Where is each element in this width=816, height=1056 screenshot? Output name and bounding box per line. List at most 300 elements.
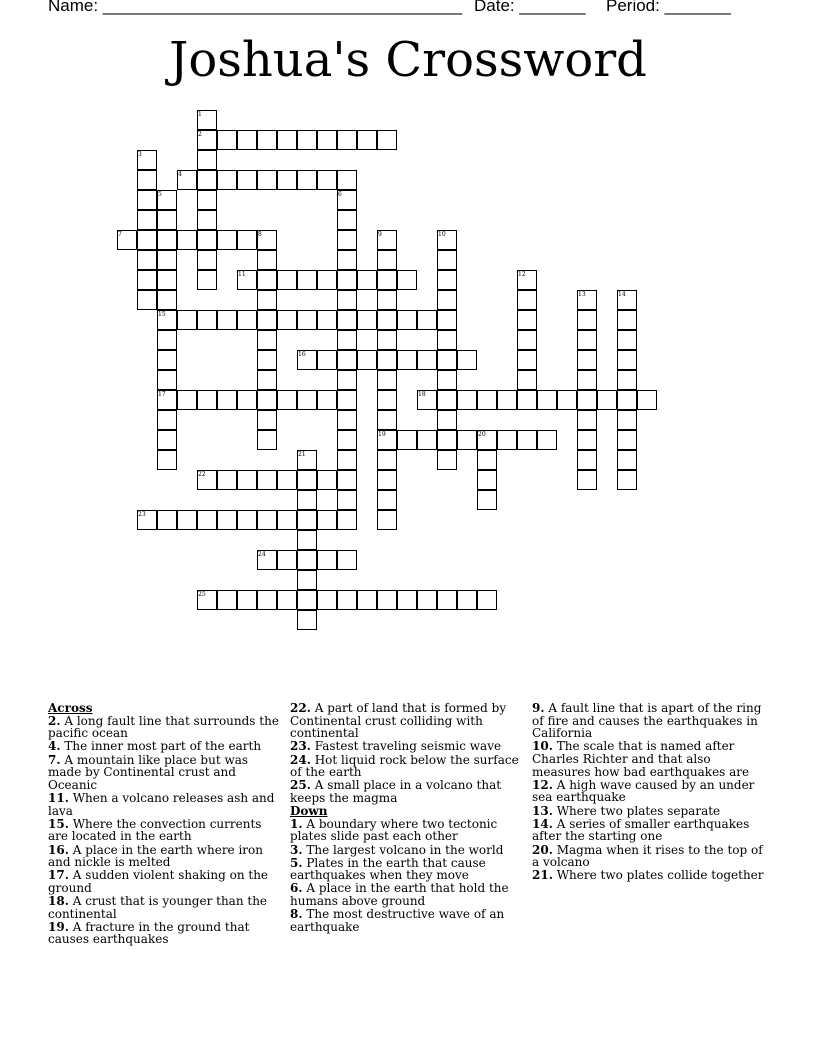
clue-item-text: Where the convection currents are located in the earth [48, 816, 262, 844]
grid-cell[interactable] [377, 370, 397, 390]
grid-cell[interactable] [297, 550, 317, 570]
name-field-label: Name: ______________________________________ [48, 0, 463, 15]
clue-item-number: 21. [532, 868, 553, 883]
grid-cell[interactable] [197, 150, 217, 170]
grid-cell[interactable] [457, 390, 477, 410]
grid-cell[interactable] [217, 390, 237, 410]
clue-item-number: 3. [290, 842, 303, 857]
clue-number: 19 [378, 431, 386, 438]
clue-item-number: 19. [48, 919, 69, 934]
grid-cell[interactable] [237, 510, 257, 530]
grid-cell[interactable] [257, 250, 277, 270]
grid-cell[interactable] [317, 470, 337, 490]
grid-cell[interactable] [337, 490, 357, 510]
grid-cell[interactable] [357, 590, 377, 610]
grid-cell[interactable] [277, 310, 297, 330]
clue-item-text: The scale that is named after Charles Richter and that also measures how bad earthquakes are [532, 739, 750, 779]
clue-column-1 [48, 702, 280, 947]
clue-number: 25 [198, 591, 206, 598]
grid-cell[interactable] [177, 510, 197, 530]
grid-cell[interactable] [477, 390, 497, 410]
grid-cell[interactable] [617, 330, 637, 350]
grid-cell[interactable] [337, 290, 357, 310]
clue-item [290, 779, 522, 804]
grid-cell[interactable] [157, 430, 177, 450]
clue-item-text: A mountain like place but was made by Continental crust and Oceanic [48, 752, 249, 792]
grid-cell[interactable] [337, 390, 357, 410]
clue-item [532, 779, 764, 804]
grid-cell[interactable] [577, 430, 597, 450]
grid-cell[interactable] [257, 290, 277, 310]
grid-cell[interactable] [197, 190, 217, 210]
grid-cell[interactable] [397, 430, 417, 450]
grid-cell[interactable] [417, 590, 437, 610]
grid-cell[interactable] [237, 230, 257, 250]
grid-cell[interactable] [297, 270, 317, 290]
clue-item [290, 882, 522, 907]
clue-item [48, 844, 280, 869]
clue-number: 22 [198, 471, 206, 478]
clue-item-number: 20. [532, 842, 553, 857]
clue-item-number: 25. [290, 778, 311, 793]
clue-item-text: A fault line that is apart of the ring of fire and causes the earthquakes in California [532, 701, 762, 741]
grid-cell[interactable] [517, 290, 537, 310]
grid-cell[interactable] [157, 210, 177, 230]
grid-cell[interactable] [277, 170, 297, 190]
grid-cell[interactable] [257, 270, 277, 290]
grid-cell[interactable] [397, 350, 417, 370]
clue-item-number: 8. [290, 907, 303, 922]
grid-cell[interactable] [337, 510, 357, 530]
grid-cell[interactable] [297, 610, 317, 630]
grid-cell[interactable] [417, 350, 437, 370]
grid-cell[interactable] [617, 390, 637, 410]
grid-cell[interactable] [577, 410, 597, 430]
clue-number: 11 [238, 271, 246, 278]
grid-cell[interactable] [257, 330, 277, 350]
clue-number: 3 [138, 151, 142, 158]
clue-number: 1 [198, 111, 202, 118]
clue-item [48, 869, 280, 894]
grid-cell[interactable] [377, 250, 397, 270]
grid-cell[interactable] [297, 530, 317, 550]
clue-item-number: 22. [290, 701, 311, 715]
grid-cell[interactable] [337, 130, 357, 150]
grid-cell[interactable] [437, 290, 457, 310]
clue-item-number: 17. [48, 868, 69, 883]
grid-cell[interactable] [437, 590, 457, 610]
grid-cell[interactable] [337, 350, 357, 370]
grid-cell[interactable] [377, 410, 397, 430]
clue-section-heading: Down [290, 804, 328, 819]
grid-cell[interactable] [157, 230, 177, 250]
clue-item-number: 11. [48, 790, 69, 805]
grid-cell[interactable] [317, 510, 337, 530]
grid-cell[interactable] [337, 310, 357, 330]
clue-number: 4 [178, 171, 182, 178]
grid-cell[interactable] [137, 250, 157, 270]
grid-cell[interactable] [517, 430, 537, 450]
clue-item-text: A long fault line that surrounds the pacific ocean [48, 713, 279, 741]
grid-cell[interactable] [277, 590, 297, 610]
grid-cell[interactable] [197, 210, 217, 230]
clue-item [48, 921, 280, 946]
grid-cell[interactable] [477, 450, 497, 470]
grid-cell[interactable] [437, 430, 457, 450]
clue-number: 16 [298, 351, 306, 358]
grid-cell[interactable] [477, 590, 497, 610]
clue-item-text: When a volcano releases ash and lava [48, 790, 275, 818]
grid-cell[interactable] [157, 370, 177, 390]
grid-cell[interactable] [337, 430, 357, 450]
grid-cell[interactable] [457, 430, 477, 450]
grid-cell[interactable] [217, 170, 237, 190]
grid-cell[interactable] [317, 310, 337, 330]
grid-cell[interactable] [257, 430, 277, 450]
grid-cell[interactable] [517, 390, 537, 410]
grid-cell[interactable] [197, 230, 217, 250]
clue-item [48, 895, 280, 920]
clue-item-number: 1. [290, 816, 303, 831]
grid-cell[interactable] [597, 390, 617, 410]
grid-cell[interactable] [377, 590, 397, 610]
grid-cell[interactable] [457, 350, 477, 370]
grid-cell[interactable] [317, 550, 337, 570]
grid-cell[interactable] [537, 390, 557, 410]
grid-cell[interactable] [337, 470, 357, 490]
clue-item-text: The inner most part of the earth [64, 739, 262, 754]
clue-number: 7 [118, 231, 122, 238]
grid-cell[interactable] [357, 270, 377, 290]
grid-cell[interactable] [577, 470, 597, 490]
grid-cell[interactable] [317, 270, 337, 290]
clue-item-number: 18. [48, 894, 69, 909]
clue-item-text: A part of land that is formed by Continental crust colliding with continental [290, 701, 507, 741]
grid-cell[interactable] [297, 490, 317, 510]
grid-cell[interactable] [437, 250, 457, 270]
grid-cell[interactable] [417, 430, 437, 450]
clue-column-3 [532, 702, 764, 882]
clue-item [532, 702, 764, 740]
grid-cell[interactable] [617, 410, 637, 430]
grid-cell[interactable] [337, 410, 357, 430]
grid-cell[interactable] [317, 590, 337, 610]
grid-cell[interactable] [617, 310, 637, 330]
clue-item [48, 818, 280, 843]
grid-cell[interactable] [577, 310, 597, 330]
grid-cell[interactable] [157, 270, 177, 290]
grid-cell[interactable] [197, 310, 217, 330]
clue-item-text: A crust that is younger than the continental [48, 894, 268, 921]
grid-cell[interactable] [437, 410, 457, 430]
grid-cell[interactable] [197, 510, 217, 530]
grid-cell[interactable] [297, 390, 317, 410]
clue-item-text: A place in the earth that hold the humans above ground [290, 881, 509, 909]
clue-item-text: The largest volcano in the world [306, 842, 504, 857]
clue-item [290, 857, 522, 882]
clue-number: 21 [298, 451, 306, 458]
clue-number: 20 [478, 431, 486, 438]
grid-cell[interactable] [417, 310, 437, 330]
grid-cell[interactable] [617, 430, 637, 450]
clue-item-text: A high wave caused by an under sea earthquake [532, 777, 755, 805]
grid-cell[interactable] [257, 350, 277, 370]
grid-cell[interactable] [617, 450, 637, 470]
grid-cell[interactable] [337, 330, 357, 350]
grid-cell[interactable] [337, 370, 357, 390]
clue-item [290, 702, 522, 740]
clue-item-number: 2. [48, 713, 61, 728]
clue-number: 15 [158, 311, 166, 318]
grid-cell[interactable] [237, 390, 257, 410]
grid-cell[interactable] [617, 350, 637, 370]
grid-cell[interactable] [517, 350, 537, 370]
grid-cell[interactable] [437, 370, 457, 390]
clue-number: 14 [618, 291, 626, 298]
grid-cell[interactable] [197, 270, 217, 290]
grid-cell[interactable] [157, 510, 177, 530]
grid-cell[interactable] [137, 290, 157, 310]
clue-item-text: A fracture in the ground that causes earthquakes [48, 919, 250, 947]
clue-item-text: A place in the earth where iron and nickle is melted [48, 842, 263, 870]
clue-item-text: Hot liquid rock below the surface of the earth [290, 752, 519, 780]
grid-cell[interactable] [257, 170, 277, 190]
clue-item-number: 16. [48, 842, 69, 857]
clue-item-number: 23. [290, 739, 311, 754]
grid-cell[interactable] [217, 130, 237, 150]
grid-cell[interactable] [137, 170, 157, 190]
period-field-label: Period: _______ [606, 0, 731, 15]
grid-cell[interactable] [257, 510, 277, 530]
grid-cell[interactable] [437, 450, 457, 470]
grid-cell[interactable] [377, 310, 397, 330]
grid-cell[interactable] [377, 490, 397, 510]
grid-cell[interactable] [277, 510, 297, 530]
clue-number: 24 [258, 551, 266, 558]
grid-cell[interactable] [337, 270, 357, 290]
grid-cell[interactable] [217, 230, 237, 250]
grid-cell[interactable] [157, 250, 177, 270]
grid-cell[interactable] [337, 550, 357, 570]
clue-item-number: 10. [532, 739, 553, 754]
clue-item-number: 24. [290, 752, 311, 767]
grid-cell[interactable] [337, 250, 357, 270]
clue-item-number: 9. [532, 701, 545, 715]
clue-item-text: Fastest traveling seismic wave [314, 739, 502, 754]
grid-cell[interactable] [197, 250, 217, 270]
grid-cell[interactable] [257, 390, 277, 410]
grid-cell[interactable] [577, 370, 597, 390]
grid-cell[interactable] [257, 590, 277, 610]
grid-cell[interactable] [317, 390, 337, 410]
grid-cell[interactable] [257, 470, 277, 490]
grid-cell[interactable] [377, 290, 397, 310]
grid-cell[interactable] [437, 350, 457, 370]
clue-item-number: 4. [48, 739, 61, 754]
clue-number: 5 [158, 191, 162, 198]
clue-number: 9 [378, 231, 382, 238]
clue-column-2 [290, 702, 522, 934]
grid-cell[interactable] [397, 310, 417, 330]
grid-cell[interactable] [377, 390, 397, 410]
grid-cell[interactable] [237, 310, 257, 330]
clue-item [48, 792, 280, 817]
grid-cell[interactable] [237, 130, 257, 150]
grid-cell[interactable] [217, 470, 237, 490]
clue-item [532, 818, 764, 843]
clue-item [290, 844, 522, 857]
grid-cell[interactable] [517, 310, 537, 330]
grid-cell[interactable] [177, 230, 197, 250]
grid-cell[interactable] [157, 330, 177, 350]
grid-cell[interactable] [197, 390, 217, 410]
grid-cell[interactable] [477, 470, 497, 490]
grid-cell[interactable] [437, 390, 457, 410]
grid-cell[interactable] [377, 470, 397, 490]
grid-cell[interactable] [537, 430, 557, 450]
grid-cell[interactable] [337, 210, 357, 230]
clue-section-heading: Across [48, 701, 93, 715]
clue-item [48, 754, 280, 792]
grid-cell[interactable] [577, 350, 597, 370]
clue-item [290, 754, 522, 779]
grid-cell[interactable] [277, 270, 297, 290]
clue-item-text: Where two plates collide together [556, 868, 764, 883]
clue-number: 8 [258, 231, 262, 238]
clue-item [532, 740, 764, 778]
clue-number: 18 [418, 391, 426, 398]
grid-cell[interactable] [237, 470, 257, 490]
clue-item [48, 740, 280, 753]
grid-cell[interactable] [277, 130, 297, 150]
grid-cell[interactable] [177, 310, 197, 330]
grid-cell[interactable] [377, 330, 397, 350]
grid-cell[interactable] [257, 370, 277, 390]
clue-number: 12 [518, 271, 526, 278]
grid-cell[interactable] [317, 350, 337, 370]
grid-cell[interactable] [257, 410, 277, 430]
date-field-label: Date: _______ [474, 0, 586, 15]
grid-cell[interactable] [577, 390, 597, 410]
clue-item [532, 844, 764, 869]
grid-cell[interactable] [617, 470, 637, 490]
clue-item-text: A small place in a volcano that keeps the magma [290, 778, 502, 805]
grid-cell[interactable] [337, 590, 357, 610]
grid-cell[interactable] [197, 170, 217, 190]
grid-cell[interactable] [357, 130, 377, 150]
grid-cell[interactable] [357, 350, 377, 370]
grid-cell[interactable] [577, 330, 597, 350]
grid-cell[interactable] [457, 590, 477, 610]
clue-item [290, 740, 522, 753]
grid-cell[interactable] [477, 490, 497, 510]
grid-cell[interactable] [297, 130, 317, 150]
clue-number: 13 [578, 291, 586, 298]
clue-item-number: 13. [532, 803, 553, 818]
grid-cell[interactable] [437, 270, 457, 290]
clue-item-text: Where two plates separate [556, 803, 721, 818]
grid-cell[interactable] [497, 390, 517, 410]
grid-cell[interactable] [497, 430, 517, 450]
grid-cell[interactable] [137, 210, 157, 230]
grid-cell[interactable] [637, 390, 657, 410]
grid-cell[interactable] [257, 130, 277, 150]
grid-cell[interactable] [377, 130, 397, 150]
grid-cell[interactable] [277, 550, 297, 570]
grid-cell[interactable] [337, 230, 357, 250]
grid-cell[interactable] [297, 170, 317, 190]
clue-item-text: A sudden violent shaking on the ground [48, 868, 269, 895]
grid-cell[interactable] [157, 350, 177, 370]
grid-cell[interactable] [217, 310, 237, 330]
grid-cell[interactable] [137, 270, 157, 290]
grid-cell[interactable] [157, 450, 177, 470]
clue-item [532, 805, 764, 818]
grid-cell[interactable] [317, 170, 337, 190]
grid-cell[interactable] [517, 330, 537, 350]
grid-cell[interactable] [177, 390, 197, 410]
grid-cell[interactable] [297, 470, 317, 490]
clue-number: 10 [438, 231, 446, 238]
grid-cell[interactable] [437, 310, 457, 330]
grid-cell[interactable] [377, 450, 397, 470]
grid-cell[interactable] [517, 370, 537, 390]
grid-cell[interactable] [297, 310, 317, 330]
grid-cell[interactable] [577, 450, 597, 470]
clue-item-text: Plates in the earth that cause earthquakes when they move [290, 855, 486, 883]
grid-cell[interactable] [617, 370, 637, 390]
grid-cell[interactable] [237, 590, 257, 610]
grid-cell[interactable] [397, 590, 417, 610]
grid-cell[interactable] [157, 290, 177, 310]
grid-cell[interactable] [357, 310, 377, 330]
clue-item-number: 6. [290, 881, 303, 896]
grid-cell[interactable] [237, 170, 257, 190]
grid-cell[interactable] [277, 470, 297, 490]
grid-cell[interactable] [557, 390, 577, 410]
clue-item [290, 908, 522, 933]
clue-item-number: 12. [532, 777, 553, 792]
grid-cell[interactable] [337, 450, 357, 470]
clue-number: 6 [338, 191, 342, 198]
grid-cell[interactable] [297, 590, 317, 610]
clue-item [48, 715, 280, 740]
grid-cell[interactable] [337, 170, 357, 190]
grid-cell[interactable] [217, 510, 237, 530]
grid-cell[interactable] [157, 410, 177, 430]
grid-cell[interactable] [137, 190, 157, 210]
grid-cell[interactable] [317, 130, 337, 150]
grid-cell[interactable] [437, 330, 457, 350]
clue-number: 17 [158, 391, 166, 398]
grid-cell[interactable] [377, 270, 397, 290]
grid-cell[interactable] [297, 570, 317, 590]
grid-cell[interactable] [297, 510, 317, 530]
clue-item-number: 5. [290, 855, 303, 870]
grid-cell[interactable] [137, 230, 157, 250]
clue-item-number: 7. [48, 752, 61, 767]
clue-item-number: 15. [48, 816, 69, 831]
clue-number: 2 [198, 131, 202, 138]
page-title: Joshua's Crossword [169, 32, 647, 88]
grid-cell[interactable] [397, 270, 417, 290]
grid-cell[interactable] [277, 390, 297, 410]
clue-number: 23 [138, 511, 146, 518]
grid-cell[interactable] [257, 310, 277, 330]
grid-cell[interactable] [377, 510, 397, 530]
grid-cell[interactable] [217, 590, 237, 610]
grid-cell[interactable] [377, 350, 397, 370]
